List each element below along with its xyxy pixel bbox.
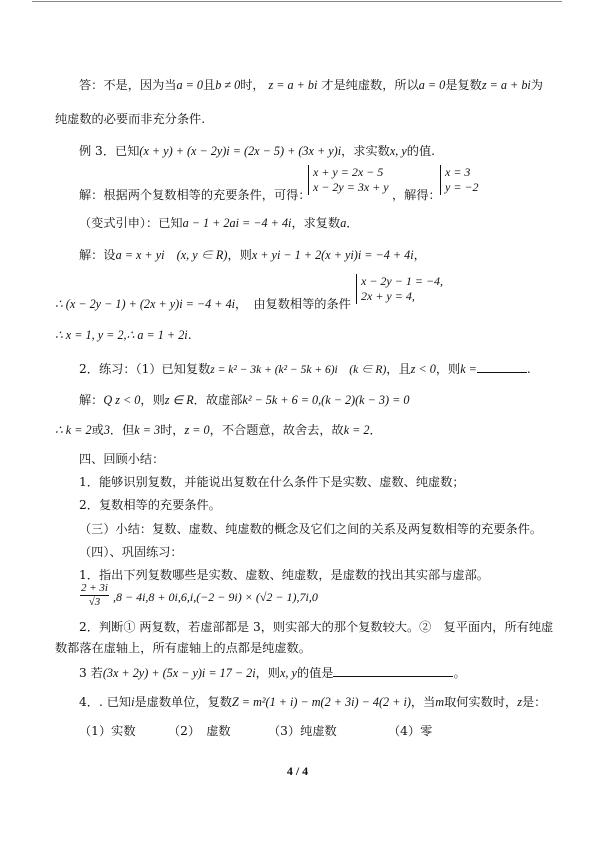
answer-line-2: 纯虚数的必要而非充分条件. (55, 112, 206, 126)
text: 3 若 (79, 666, 103, 680)
text: 答：不是，因为当 (79, 78, 177, 92)
math: a = 0 (176, 78, 204, 92)
math: (x + y) + (x − 2y)i = (2x − 5) + (3x + y)i (139, 144, 342, 158)
option-1: （1）实数 (79, 724, 136, 738)
text: ，不合题意，故舍去，故 (209, 423, 344, 437)
text: ，则 (140, 393, 165, 407)
math: a = 0 (418, 78, 446, 92)
text: 为 (530, 78, 543, 92)
text: 是复数 (445, 78, 482, 92)
text: ，求复数 (291, 216, 341, 230)
math: m (435, 695, 445, 709)
system-row: x − 2y − 1 = −4, (361, 274, 444, 288)
exercise-heading: （四）、巩固练习： (79, 545, 183, 559)
text: （变式引申）：已知 (79, 216, 183, 230)
math: k = (460, 362, 477, 376)
summary-3: （三）小结：复数、虚数、纯虚数的概念及它们之间的关系及两复数相等的充要条件。 (79, 522, 543, 536)
text: 或 (91, 423, 104, 437)
math: x, y (280, 666, 297, 680)
review-heading: 四、回顾小结： (79, 452, 165, 466)
text: 解： (79, 393, 104, 407)
text: 例 3．已知 (79, 144, 140, 158)
system-row: x − 2y = 3x + y (313, 180, 389, 194)
exercise-4 (79, 694, 546, 710)
practice-2 (79, 360, 531, 378)
text: ，则 (435, 362, 461, 376)
answer-line-1 (79, 77, 543, 93)
math: a (340, 216, 347, 230)
exercise-3 (79, 664, 466, 681)
system-row: x + y = 2x − 5 (313, 165, 384, 179)
text: 时， (240, 78, 265, 92)
text: ，则 (255, 666, 280, 680)
equation-system-2 (440, 165, 479, 195)
text: . (526, 362, 531, 376)
math: z = k² − 3k + (k² − 5k + 6)i (k ∈ R) (210, 364, 387, 376)
math: ∴ (x − 2y − 1) + (2x + y)i = −4 + 4i (55, 297, 236, 311)
text: 是： (521, 695, 547, 709)
text: 且 (203, 78, 216, 92)
review-item-1: 1．能够识别复数，并能说出复数在什么条件下是实数、虚数、纯虚数； (79, 475, 465, 489)
fraction-denominator: √3 (88, 596, 101, 608)
therefore-line-1 (55, 296, 351, 312)
equation-system-3 (356, 274, 443, 304)
system-row: 2x + y = 4, (361, 289, 415, 303)
system-row: x = 3 (445, 165, 471, 179)
math: Q z < 0 (103, 393, 141, 407)
math: k² − 5k + 6 = 0,(k − 2)(k − 3) = 0 (242, 393, 410, 407)
answer-blank[interactable] (333, 664, 453, 677)
math: z ∈ R (164, 393, 194, 407)
math: z = a + bi (268, 78, 318, 92)
exercise-1: 1．指出下列复数哪些是实数、虚数、纯虚数，是虚数的找出其实部与虚部。 (79, 568, 489, 582)
math: z = 0 (184, 423, 210, 437)
math: z < 0 (410, 362, 436, 376)
math: x, y (389, 144, 407, 158)
text: 。 (453, 666, 466, 680)
exercise-2-line-1: 2．判断① 两复数，若虚部都是 3，则实部大的那个复数较大。② 复平面内，所有纯虚 (79, 620, 554, 634)
math: k = 2 (343, 423, 370, 437)
fraction-numerator: 2 + 3i (81, 582, 108, 594)
text: 2．练习：（1）已知复数 (79, 362, 211, 376)
equation-system-1 (308, 165, 389, 195)
solution-1-text: 解：根据两个复数相等的充要条件，可得： (79, 188, 311, 202)
math: Z = m²(1 + i) − m(2 + 3i) − 4(2 + i) (231, 695, 411, 709)
math: a = x + yi (x, y ∈ R) (115, 248, 228, 262)
text: ， 由复数相等的条件 (235, 297, 351, 311)
variant-line (79, 215, 358, 231)
text: . (187, 328, 192, 342)
math: ∴ x = 1, y = 2,∴ a = 1 + 2i (55, 328, 188, 342)
solution-1-mid: ，解得： (392, 188, 441, 202)
text: ，当 (410, 695, 436, 709)
text: ，且 (386, 362, 411, 376)
review-item-2: 2．复数相等的充要条件。 (79, 498, 221, 512)
text: ，求实数 (341, 144, 390, 158)
fraction (80, 582, 109, 609)
math: z = a + bi (481, 78, 531, 92)
math: z (517, 695, 522, 709)
text: 取何实数时， (444, 695, 518, 709)
top-rule (32, 1, 562, 2)
option-2: （2） 虚数 (168, 724, 231, 738)
text: ． (369, 423, 382, 437)
math: x + yi − 1 + 2(x + yi)i = −4 + 4i (251, 248, 414, 262)
math: (3x + 2y) + (5x − y)i = 17 − 2i (102, 666, 256, 680)
therefore-line-3 (55, 422, 382, 438)
math: 3 (103, 423, 110, 437)
answer-blank[interactable] (477, 360, 527, 373)
exercise-2-line-2: 数都落在虚轴上，所有虚轴上的点都是纯虚数。 (55, 641, 311, 655)
text: 解：设 (79, 248, 116, 262)
text: 的值. (406, 144, 436, 158)
text: 的值是 (296, 666, 334, 680)
text: ．故虚部 (193, 393, 243, 407)
math: ∴ k = 2 (55, 423, 92, 437)
option-3: （3）纯虚数 (268, 724, 337, 738)
text: ．但 (109, 423, 135, 437)
math: b ≠ 0 (215, 78, 241, 92)
math: k = 3 (134, 423, 161, 437)
example-3 (79, 143, 435, 159)
text: 是虚数单位，复数 (134, 695, 232, 709)
solution-2 (79, 247, 426, 263)
solution-3 (79, 392, 409, 408)
text: ． (346, 216, 359, 230)
math: i (131, 695, 135, 709)
text: ， (413, 248, 426, 262)
page-number: 4 / 4 (286, 764, 309, 778)
text: 4．. 已知 (79, 695, 132, 709)
text: 时， (160, 423, 185, 437)
math: a − 1 + 2ai = −4 + 4i (182, 216, 292, 230)
therefore-line-2 (55, 327, 192, 343)
text: ，则 (227, 248, 252, 262)
option-4: （4）零 (388, 724, 433, 738)
system-row: y = −2 (445, 180, 479, 194)
exercise-1-list: ,8 − 4i,8 + 0i,6,i,(−2 − 9i) × (√2 − 1),7i,0 (113, 590, 318, 604)
text: 才是纯虚数，所以 (321, 78, 419, 92)
